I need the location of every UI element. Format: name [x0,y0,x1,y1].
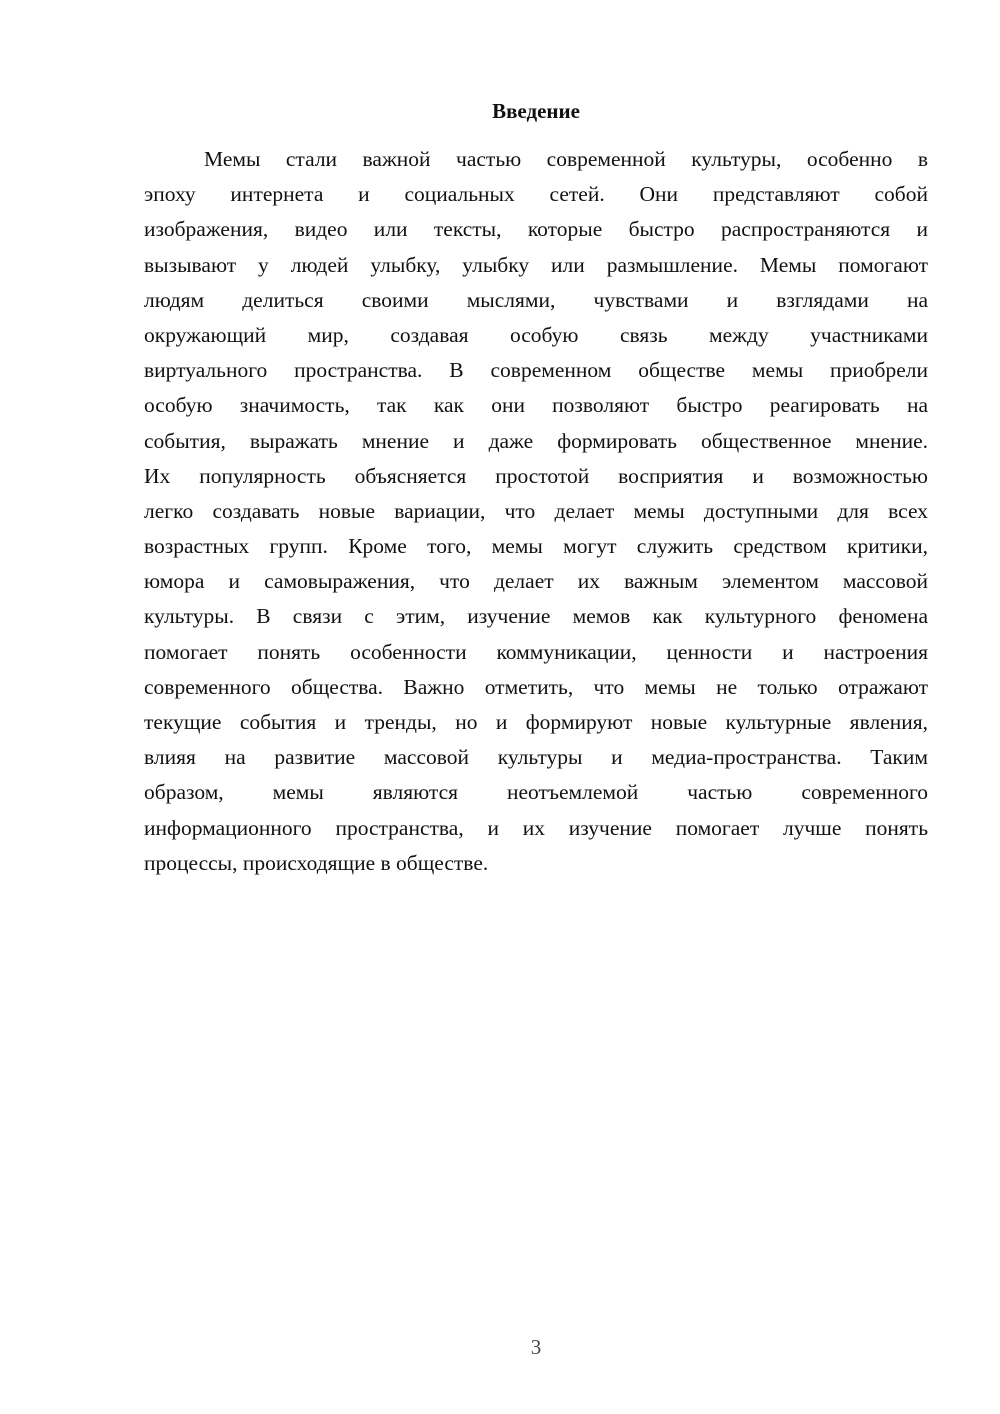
page-number: 3 [530,1335,542,1359]
paragraph-line: Их популярность объясняется простотой восприятия и возможностью [144,463,928,488]
paragraph-line: возрастных групп. Кроме того, мемы могут служить средством критики, [144,534,928,559]
section-heading: Введение [492,99,580,123]
paragraph-line: легко создавать новые вариации, что делает мемы доступными для всех [144,498,928,523]
paragraph-line: современного общества. Важно отметить, что мемы не только отражают [144,674,928,699]
paragraph-line: эпоху интернета и социальных сетей. Они представляют собой [144,182,928,207]
paragraph-line: влияя на развитие массовой культуры и медиа-пространства. Таким [144,745,928,770]
paragraph-line: информационного пространства, и их изучение помогает лучше понять [144,815,928,840]
paragraph-line: окружающий мир, создавая особую связь между участниками [144,322,928,347]
paragraph-line: Мемы стали важной частью современной культуры, особенно в [204,147,928,171]
paragraph-line: культуры. В связи с этим, изучение мемов как культурного феномена [144,604,928,629]
paragraph-line: вызывают у людей улыбку, улыбку или размышление. Мемы помогают [144,252,928,277]
paragraph-line: людям делиться своими мыслями, чувствами и взглядами на [144,287,928,312]
paragraph-line: изображения, видео или тексты, которые быстро распространяются и [144,217,928,242]
paragraph-line: помогает понять особенности коммуникации, ценности и настроения [144,639,928,664]
paragraph-line: процессы, происходящие в обществе. [144,850,489,875]
paragraph-line: текущие события и тренды, но и формируют новые культурные явления, [144,710,928,734]
body-paragraph [144,142,928,881]
paragraph-line: образом, мемы являются неотъемлемой частью современного [144,780,928,805]
paragraph-line: виртуального пространства. В современном обществе мемы приобрели [144,358,928,383]
paragraph-line: юмора и самовыражения, что делает их важным элементом массовой [144,569,928,594]
paragraph-line: события, выражать мнение и даже формировать общественное мнение. [144,428,928,453]
paragraph-line: особую значимость, так как они позволяют быстро реагировать на [144,393,928,418]
